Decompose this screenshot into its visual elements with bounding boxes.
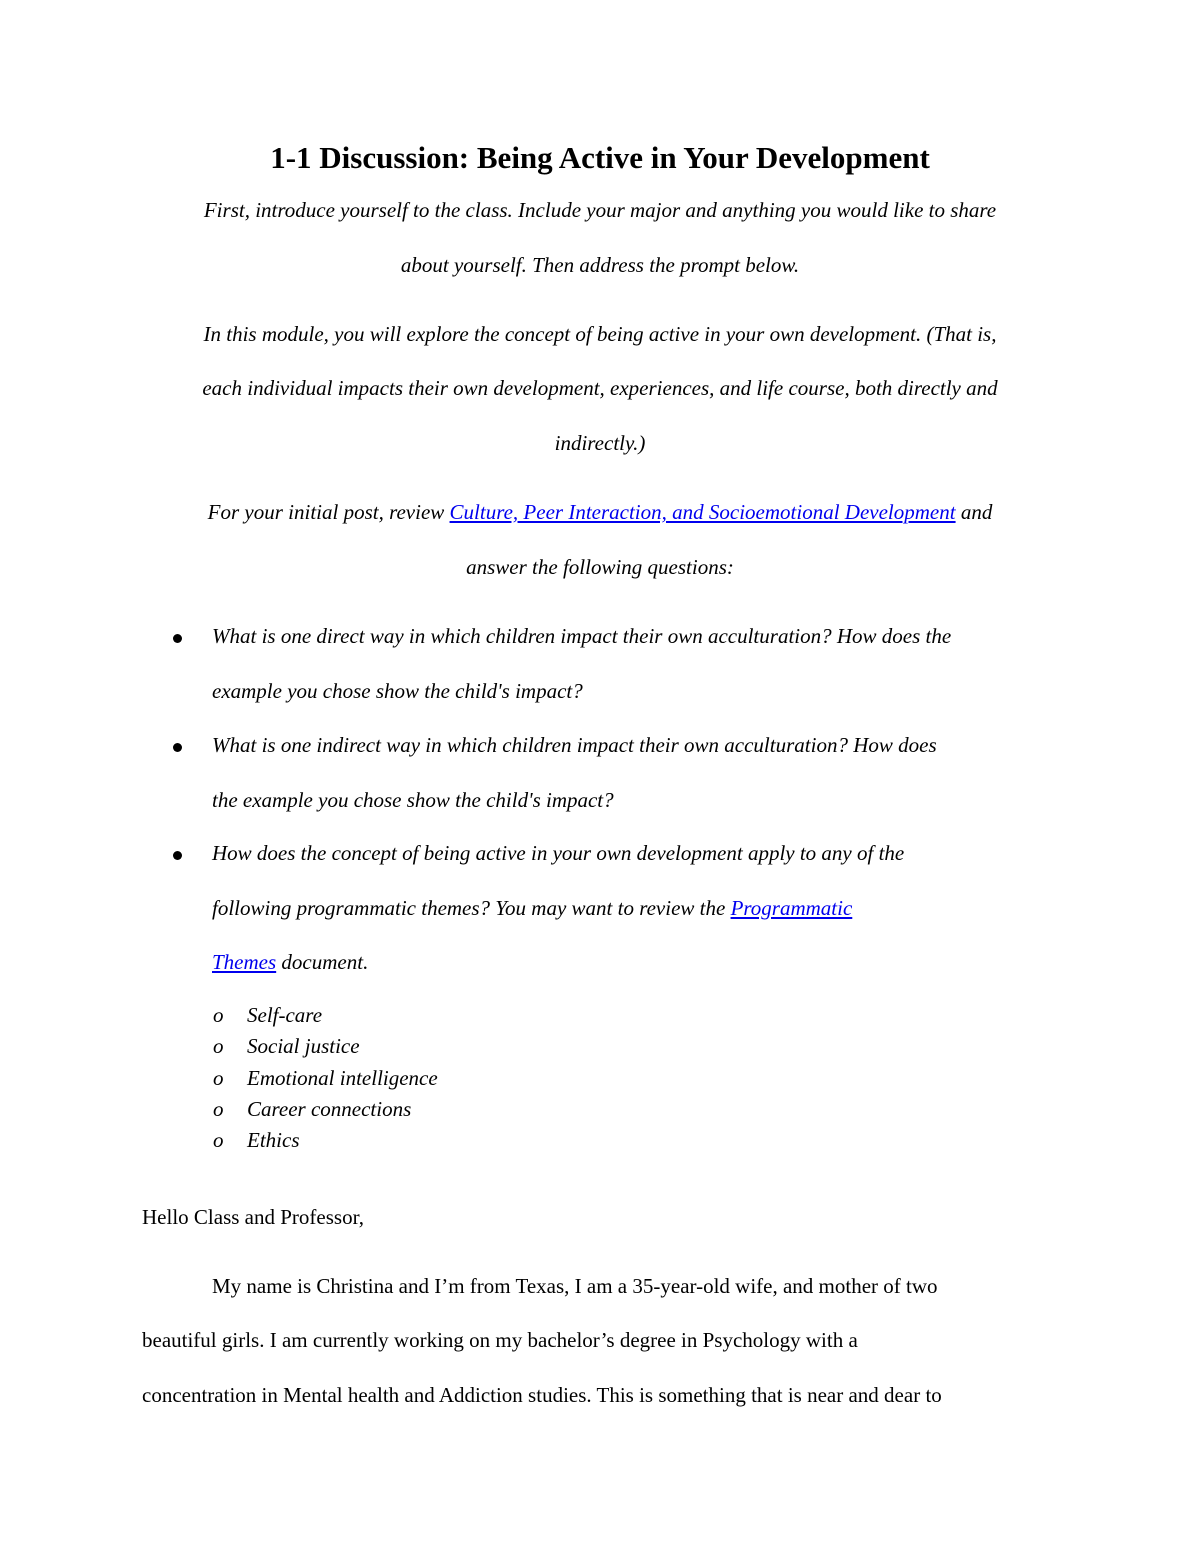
response-line-3: concentration in Mental health and Addiction studies. This is something that is near and dear to [142,1383,942,1407]
response-line-2: beautiful girls. I am currently working on my bachelor’s degree in Psychology with a [142,1328,858,1352]
initial-post-suffix: and [955,500,993,524]
question-2-line-1: What is one indirect way in which children impact their own acculturation? How does [212,733,937,757]
question-3-line-2 [212,896,852,921]
question-1-line-1: What is one direct way in which children impact their own acculturation? How does the [212,624,952,648]
question-2-line-2: the example you chose show the child's impact? [212,788,614,812]
question-3-line-1: How does the concept of being active in your own development apply to any of the [212,841,905,865]
greeting: Hello Class and Professor, [142,1205,364,1229]
module-line-3: indirectly.) [554,431,646,455]
programmatic-themes-link[interactable]: Programmatic [730,896,853,920]
initial-post-line-1 [0,500,1200,525]
sub-bullet-marker: o [213,1066,224,1090]
bullet-icon [173,849,185,861]
bullet-icon [173,741,185,753]
initial-post-prefix: For your initial post, review [207,500,450,524]
theme-item-ethics: Ethics [247,1128,300,1152]
sub-bullet-marker: o [213,1128,224,1152]
bullet-icon [173,632,185,644]
question-3-line-2-prefix: following programmatic themes? You may want to review the [212,896,731,920]
module-line-1: In this module, you will explore the concept of being active in your own development. (That is, [203,322,997,346]
sub-bullet-marker: o [213,1034,224,1058]
module-line-2: each individual impacts their own development, experiences, and life course, both directly and [202,376,998,400]
programmatic-themes-link-continued[interactable]: Themes [212,950,277,974]
response-line-1: My name is Christina and I’m from Texas, I am a 35-year-old wife, and mother of two [212,1274,938,1298]
question-1-line-2: example you chose show the child's impact? [212,679,583,703]
theme-item-social-justice: Social justice [247,1034,360,1058]
theme-item-emotional-intelligence: Emotional intelligence [247,1066,438,1090]
question-3-line-3-suffix: document. [276,950,369,974]
question-3-line-3 [212,950,368,975]
theme-item-self-care: Self-care [247,1003,323,1027]
sub-bullet-marker: o [213,1097,224,1121]
intro-line-1: First, introduce yourself to the class. Include your major and anything you would like to share [203,198,997,222]
page-title: 1-1 Discussion: Being Active in Your Development [270,140,930,175]
theme-item-career-connections: Career connections [247,1097,412,1121]
sub-bullet-marker: o [213,1003,224,1027]
initial-post-line-2: answer the following questions: [466,555,734,579]
intro-line-2: about yourself. Then address the prompt below. [400,253,800,277]
culture-peer-interaction-link[interactable]: Culture, Peer Interaction, and Socioemotional Development [449,500,956,524]
